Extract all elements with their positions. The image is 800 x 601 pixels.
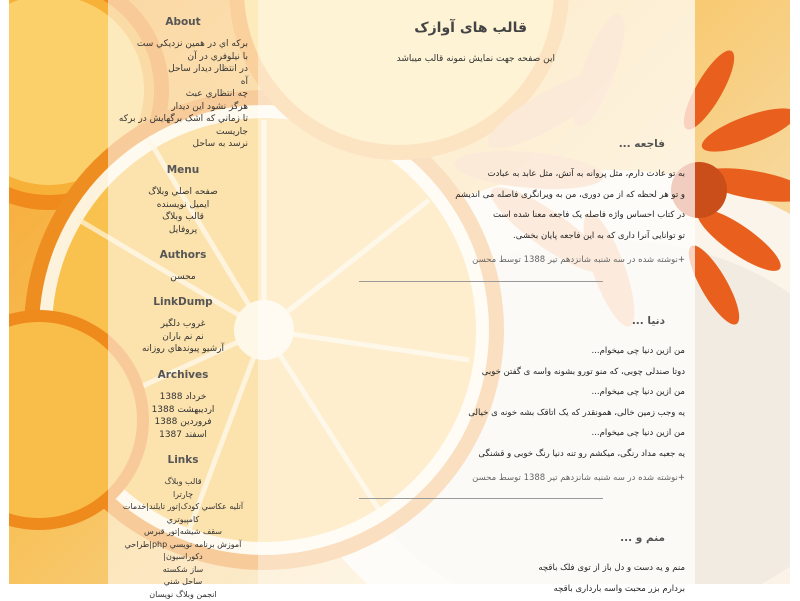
post-line: تو توانایی آنرا داری که به این فاجعه پایان بخشی. (355, 226, 685, 247)
linkdump-item[interactable]: غروب دلگير (108, 318, 258, 331)
about-line: چه انتظاري عبث (108, 88, 248, 101)
post-meta-text: نوشته شده در سه شنبه شانزدهم تیر 1388 توسط محسن (472, 473, 678, 483)
author-link[interactable]: محسن (108, 271, 258, 284)
post-line: من ازین دنیا چی میخوام... (355, 423, 685, 444)
menu-item-profile[interactable]: پروفايل (108, 224, 258, 237)
link-item[interactable]: انجمن وبلاگ نويسان (108, 589, 258, 601)
link-item[interactable]: سقف شيشه|تور قبرس (108, 526, 258, 539)
about-line: برکه اي در همين نزديکي ست (108, 38, 248, 51)
about-title: About (108, 16, 258, 28)
sidebar (108, 0, 258, 600)
post-line: یه جعبه مداد رنگی، میکشم رو تنه دنیا رنگ خوبی و قشنگی (355, 444, 685, 465)
post-line: دوتا صندلی چوبی، که منو تورو بشونه واسه ی گفتن خوبی (355, 362, 685, 383)
about-line: هرگز نشود اين ديدار (108, 101, 248, 114)
post-line: منم و یه دست و دل باز از توی فلک باقچه (355, 558, 685, 579)
post-title[interactable]: فاجعه ... (355, 138, 665, 150)
post (355, 315, 685, 488)
linkdump-item[interactable]: آرشيو پيوندهاي روزانه (108, 343, 258, 356)
menu-section (108, 164, 258, 236)
linkdump-list (108, 318, 258, 356)
links-title: Links (108, 454, 258, 466)
post-meta (355, 468, 685, 488)
archives-title: Archives (108, 369, 258, 381)
menu-title: Menu (108, 164, 258, 176)
about-line: با نيلوفري در آن (108, 51, 248, 64)
post-line: من ازین دنیا چی میخوام... (355, 382, 685, 403)
links-section (108, 454, 258, 601)
about-line: جاريست (108, 126, 248, 139)
post-separator (359, 281, 603, 282)
authors-section (108, 249, 258, 284)
archive-item[interactable]: فروردين 1388 (108, 416, 258, 429)
link-item[interactable]: آموزش برنامه نويسي php|طراحي (108, 539, 258, 552)
main-content (258, 0, 695, 600)
post (355, 138, 685, 270)
about-line: در انتظار ديدار ساحل (108, 63, 248, 76)
links-list (108, 476, 258, 601)
linkdump-section (108, 296, 258, 356)
link-item[interactable]: ساز شکسته (108, 564, 258, 577)
archives-section (108, 369, 258, 441)
menu-item-template[interactable]: قالب وبلاگ (108, 211, 258, 224)
post (355, 532, 685, 599)
authors-list (108, 271, 258, 284)
link-item[interactable]: دکوراسيون| (108, 551, 258, 564)
linkdump-item[interactable]: نم نم باران (108, 331, 258, 344)
archives-list (108, 391, 258, 441)
menu-list (108, 186, 258, 236)
post-line: یه وجب زمین خالی، همونقدر که یک اتاقک بشه خونه ی خیالی (355, 403, 685, 424)
post-title[interactable]: دنیا ... (355, 315, 665, 327)
site-description: این صفحه جهت نمایش نمونه قالب میباشد (397, 54, 555, 64)
post-meta-text: نوشته شده در سه شنبه شانزدهم تیر 1388 توسط محسن (472, 255, 678, 265)
site-title[interactable]: قالب های آوازک (414, 20, 527, 36)
archive-item[interactable]: ارديبهشت 1388 (108, 404, 258, 417)
post-line: در کتاب احساس واژه فاصله یک فاجعه معنا شده است (355, 205, 685, 226)
post-line: بردارم بزر محبت واسه بارداری باقچه (355, 579, 685, 600)
about-line: تا زماني که اشک برگهايش در برکه (108, 113, 248, 126)
post-separator (359, 498, 603, 499)
post-title[interactable]: منم و ... (355, 532, 665, 544)
post-line: من ازین دنیا چی میخوام... (355, 341, 685, 362)
archive-item[interactable]: خرداد 1388 (108, 391, 258, 404)
authors-title: Authors (108, 249, 258, 261)
link-item[interactable]: قالب وبلاگ (108, 476, 258, 489)
linkdump-title: LinkDump (108, 296, 258, 308)
about-section (108, 16, 258, 151)
link-item[interactable]: کامپيوتري (108, 514, 258, 527)
link-item[interactable]: چارترا (108, 489, 258, 502)
about-line: آه (108, 76, 248, 89)
link-item[interactable]: آتليه عکاسي کودک|تور تايلند|خدمات (108, 501, 258, 514)
permalink-plus[interactable]: + (678, 473, 685, 483)
menu-item-home[interactable]: صفحه اصلي وبلاگ (108, 186, 258, 199)
permalink-plus[interactable]: + (678, 255, 685, 265)
about-text (108, 38, 258, 151)
post-line: و تو هر لحظه که از من دوری، من به ویرانگری فاصله می اندیشم (355, 185, 685, 206)
link-item[interactable]: ساحل شني (108, 576, 258, 589)
about-line: نرسد به ساحل (108, 138, 248, 151)
post-line: به تو عادت دارم، مثل پروانه به آتش، مثل عابد به عبادت (355, 164, 685, 185)
menu-item-email[interactable]: ايميل نويسنده (108, 199, 258, 212)
archive-item[interactable]: اسفند 1387 (108, 429, 258, 442)
post-meta (355, 250, 685, 270)
